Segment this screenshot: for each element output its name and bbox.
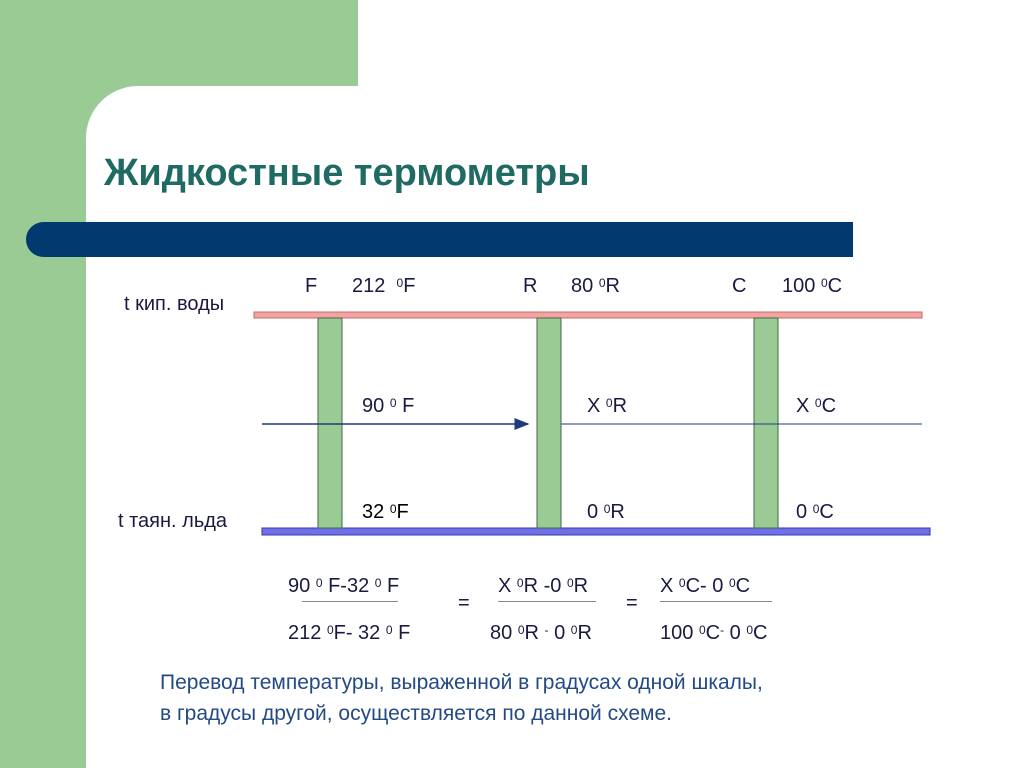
boiling-point-bar [254,312,922,318]
fahrenheit-boiling-value: 212 $^0$F [352,275,416,297]
fahrenheit-middle-value: 90 $^0$ F [362,395,415,417]
celsius-boiling-value: 100 $^0$C [782,275,843,297]
explanation-note [160,667,763,729]
formula-equals-1: = [458,592,470,614]
boiling-row-label: t кип. воды [124,293,225,315]
formula-c-fraction-line [660,601,772,602]
formula-r-numerator: X $^0$R -0 $^0$R [498,575,589,597]
formula-r-fraction-line [498,601,596,602]
slide-title: Жидкостные термометры [104,152,590,194]
reaumur-boiling-value: 80 $^0$R [571,275,620,297]
fahrenheit-column [318,318,342,528]
formula-f-fraction-line [302,601,398,602]
celsius-middle-value: X $^0$C [796,395,837,417]
reaumur-column [537,318,561,528]
formula-f-numerator: 90 $^0$ F-32 $^0$ F [288,575,400,597]
note-line-2: в градусы другой, осуществляется по данной схеме. [160,702,672,725]
reaumur-letter: R [523,275,538,297]
reaumur-melting-value: 0 $^0$R [587,501,625,523]
celsius-melting-value: 0 $^0$C [796,501,834,523]
celsius-column [754,318,778,528]
formula-r-denominator: 80 $^0$R - 0 $^0$R [490,622,592,644]
formula-f-denominator: 212 $^0$F- 32 $^0$ F [288,622,411,644]
melting-point-bar [262,528,930,535]
melting-row-label: t таян. льда [118,510,228,532]
formula-c-numerator: X $^0$C- 0 $^0$C [660,575,751,597]
fahrenheit-melting-value: 32 $^0$F [362,501,409,523]
note-line-1: Перевод температуры, выраженной в градусах одной шкалы, [160,671,763,694]
formula-c-denominator: 100 $^0$C- 0 $^0$C [660,622,768,644]
formula-equals-2: = [626,592,638,614]
fahrenheit-letter: F [305,275,318,297]
celsius-letter: C [732,275,747,297]
reaumur-middle-value: X $^0$R [587,395,628,417]
